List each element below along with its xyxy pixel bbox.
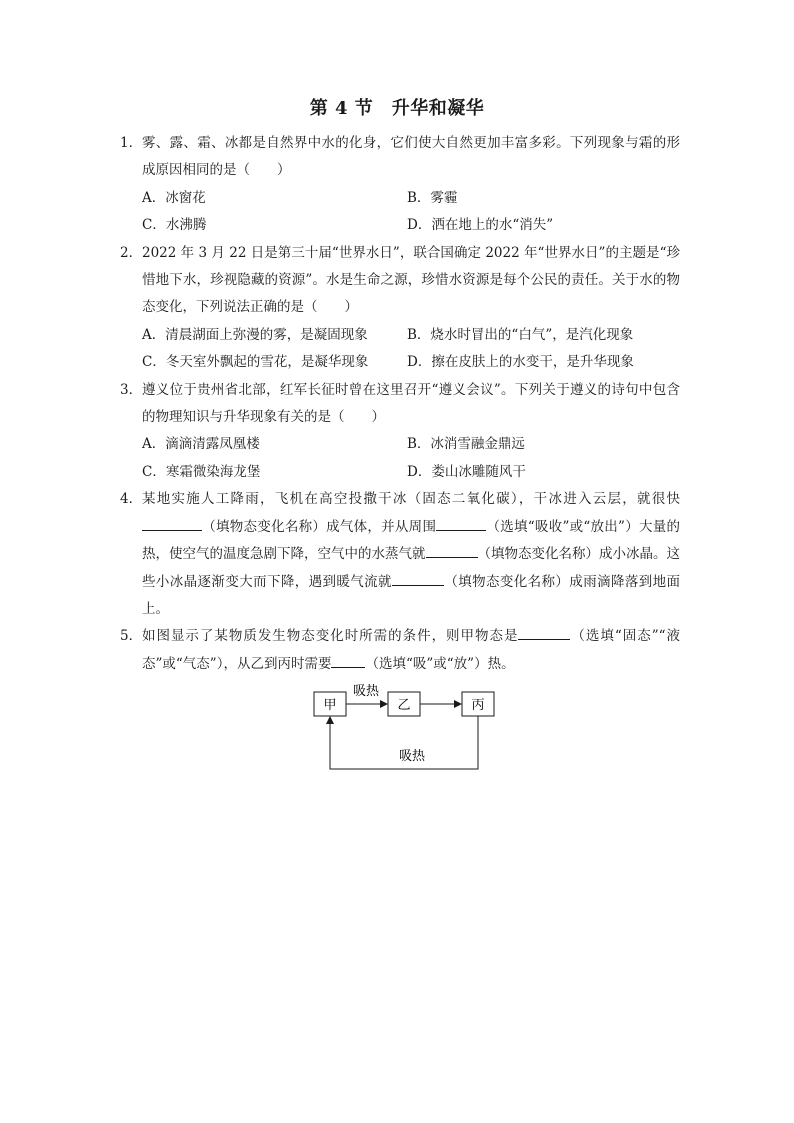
top-arrow-label: 吸热 xyxy=(352,684,380,699)
question-text: 2022 年 3 月 22 日是第三十届“世界水日”，联合国确定 2022 年“世界水日”的主题是“珍惜地下水，珍视隐藏的资源”。水是生命之源，珍惜水资源是每个公民的责任。关于水的物态变化，下列说法正确的是（ ） xyxy=(142,244,680,316)
node-label-jia: 甲 xyxy=(323,698,337,713)
question-2 xyxy=(120,240,680,377)
answer-blank[interactable] xyxy=(331,652,365,668)
answer-blank[interactable] xyxy=(436,515,486,531)
question-text-part: （填物态变化名称）成小冰晶。这些小冰晶逐渐变大而下降，遇到暖气流就 xyxy=(142,546,680,590)
option-d: D．娄山冰雕随风干 xyxy=(407,463,526,480)
question-text-part: （选填“吸收”或“放出”）大量的热，使空气的温度急剧下降，空气中的水蒸气就 xyxy=(142,518,681,563)
option-b: B．雾霾 xyxy=(407,189,458,206)
answer-blank[interactable] xyxy=(426,542,478,558)
option-b: B．冰消雪融金鼎远 xyxy=(407,436,525,453)
option-c: C．寒霜微染海龙堡 xyxy=(142,463,261,480)
option-d: D．洒在地上的水“消失” xyxy=(407,217,554,234)
question-text-part: （选填“吸”或“放”）热。 xyxy=(365,655,515,672)
option-a: A．滴滴清露凤凰楼 xyxy=(142,436,260,453)
answer-blank[interactable] xyxy=(142,515,202,531)
option-a: A．清晨湖面上弥漫的雾，是凝固现象 xyxy=(142,326,368,343)
state-change-diagram xyxy=(310,686,510,776)
question-number: 1． xyxy=(120,135,143,151)
answer-blank[interactable] xyxy=(518,624,570,640)
question-text xyxy=(142,623,680,678)
option-d: D．擦在皮肤上的水变干，是升华现象 xyxy=(407,354,634,371)
question-number: 4． xyxy=(120,491,143,508)
question-text-part: 某地实施人工降雨，飞机在高空投撒干冰（固态二氧化碳），干冰进入云层，就很快 xyxy=(142,491,680,508)
options xyxy=(142,322,680,377)
question-text-part: 如图显示了某物质发生物态变化时所需的条件，则甲物态是 xyxy=(142,628,519,645)
node-label-bing: 丙 xyxy=(471,698,485,713)
option-c: C．水沸腾 xyxy=(142,217,207,234)
question-3 xyxy=(120,377,680,487)
bottom-arrow-label: 吸热 xyxy=(398,749,426,764)
question-text-part: （填物态变化名称）成气体，并从周围 xyxy=(202,518,437,535)
answer-blank[interactable] xyxy=(392,570,444,586)
question-4 xyxy=(120,486,680,623)
option-b: B．烧水时冒出的“白气”，是汽化现象 xyxy=(407,326,634,343)
question-text-part: （选填“固态”“液态”或“气态”），从乙到丙时需要 xyxy=(142,628,680,672)
options xyxy=(142,431,680,486)
question-text: 遵义位于贵州省北部，红军长征时曾在这里召开“遵义会议”。下列关于遵义的诗句中包含的物理知识与升华现象有关的是（ ） xyxy=(142,381,680,426)
question-number: 2． xyxy=(120,244,143,261)
question-list xyxy=(120,130,680,678)
node-label-yi: 乙 xyxy=(397,698,411,713)
question-1 xyxy=(120,130,680,240)
question-text xyxy=(142,486,680,623)
question-5 xyxy=(120,623,680,678)
options xyxy=(142,185,680,240)
question-text-part: （填物态变化名称）成雨滴降落到地面上。 xyxy=(142,573,681,617)
option-a: A．冰窗花 xyxy=(142,189,206,206)
question-number: 3． xyxy=(120,381,143,398)
question-text: 雾、露、霜、冰都是自然界中水的化身，它们使大自然更加丰富多彩。下列现象与霜的形成原因相同的是（ ） xyxy=(142,135,680,179)
page-title: 第 4 节 升华和凝华 xyxy=(309,98,485,119)
option-c: C．冬天室外飘起的雪花，是凝华现象 xyxy=(142,354,369,371)
question-number: 5． xyxy=(120,628,143,645)
